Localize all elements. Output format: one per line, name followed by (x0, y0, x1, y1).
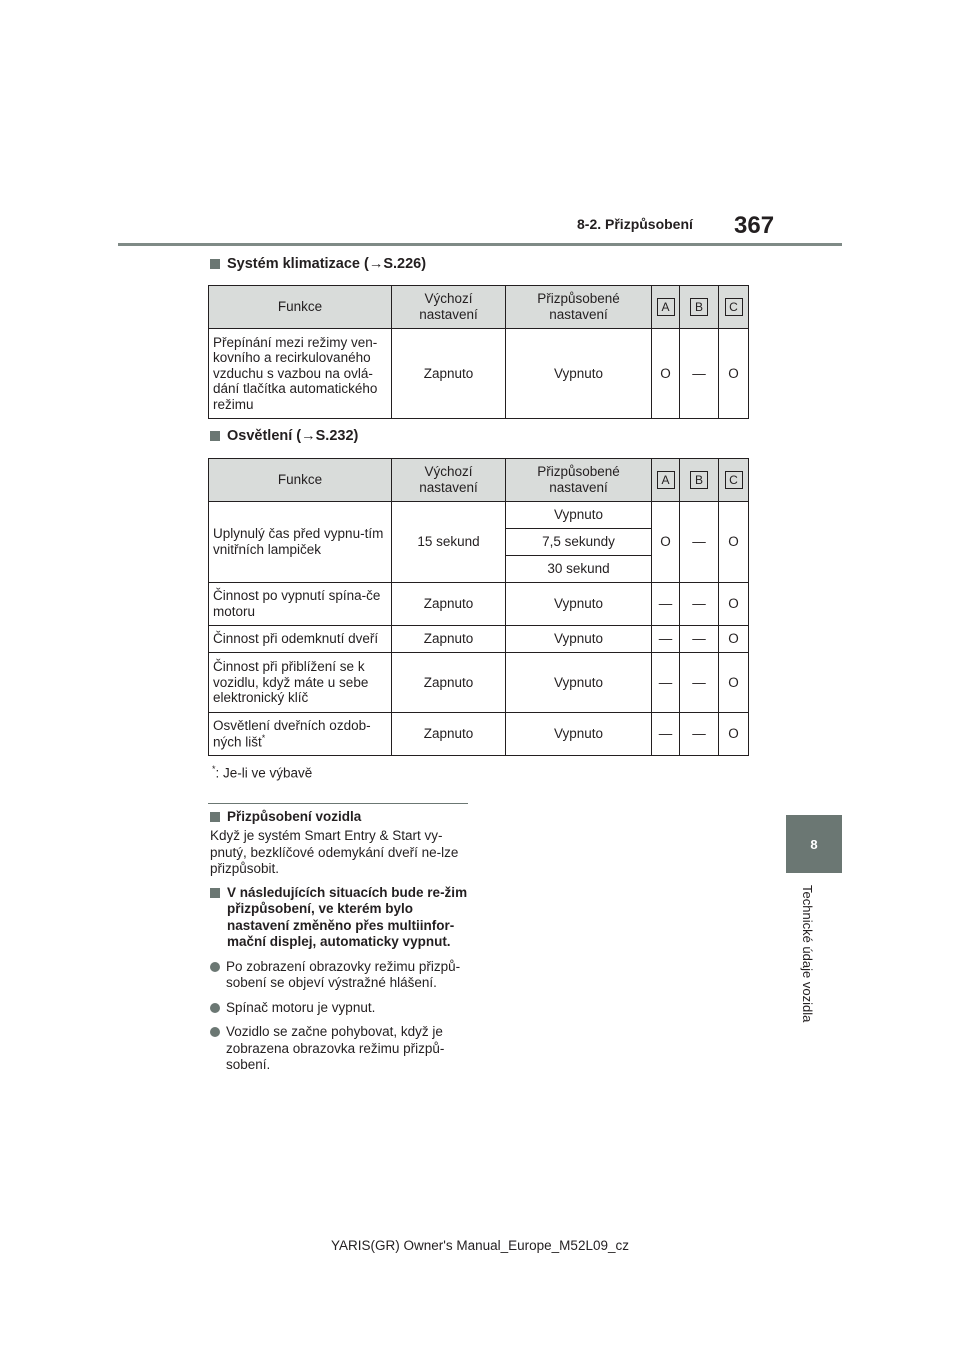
header-custom: Přizpůsobené nastavení (506, 286, 652, 329)
notes-divider (208, 803, 468, 804)
cell-default: Zapnuto (392, 653, 506, 713)
cell-custom: Vypnuto (506, 713, 652, 756)
header-custom: Přizpůsobené nastavení (506, 459, 652, 502)
cell-custom: Vypnuto (506, 329, 652, 419)
note-customization (210, 809, 472, 878)
cell-b: — (680, 329, 719, 419)
cell-b: — (680, 713, 719, 756)
header-function: Funkce (209, 286, 392, 329)
header-c: C (719, 286, 749, 329)
cell-default: Zapnuto (392, 626, 506, 653)
cell-custom: Vypnuto (506, 502, 652, 529)
list-item: Po zobrazení obrazovky režimu přizpů-sobení se objeví výstražné hlášení. (210, 959, 472, 992)
cell-default: Zapnuto (392, 583, 506, 626)
cell-custom: 30 sekund (506, 556, 652, 583)
page-footer: YARIS(GR) Owner's Manual_Europe_M52L09_cz (331, 1238, 629, 1253)
table-header-row (209, 459, 749, 502)
cell-a: — (652, 713, 680, 756)
chapter-title: Technické údaje vozidla (800, 885, 815, 1023)
header-function: Funkce (209, 459, 392, 502)
climate-table (208, 285, 749, 419)
bullet-icon (210, 962, 220, 972)
cell-a: — (652, 626, 680, 653)
cell-b: — (680, 502, 719, 583)
lighting-heading-text: Osvětlení (→S.232) (227, 428, 359, 444)
header-b: B (680, 459, 719, 502)
table-row (209, 653, 749, 713)
page-number: 367 (734, 212, 775, 239)
header-default: Výchozí nastavení (392, 286, 506, 329)
cell-a: O (652, 329, 680, 419)
header-section-title: 8-2. Přizpůsobení (577, 216, 693, 232)
bullet-icon (210, 1003, 220, 1013)
list-item: Spínač motoru je vypnut. (210, 1000, 472, 1016)
lighting-section-heading (210, 428, 358, 444)
cell-default: 15 sekund (392, 502, 506, 583)
table-row (209, 713, 749, 756)
note-square-icon (210, 812, 220, 822)
cell-a: — (652, 583, 680, 626)
cell-b: — (680, 583, 719, 626)
cell-default: Zapnuto (392, 713, 506, 756)
cell-c: O (719, 583, 749, 626)
cell-b: — (680, 626, 719, 653)
lighting-table (208, 458, 749, 756)
header-default: Výchozí nastavení (392, 459, 506, 502)
cell-custom: 7,5 sekundy (506, 529, 652, 556)
climate-section-heading (210, 256, 426, 272)
cell-c: O (719, 626, 749, 653)
chapter-tab: 8 (786, 815, 842, 873)
header-c: C (719, 459, 749, 502)
climate-heading-text: Systém klimatizace (→S.226) (227, 256, 427, 272)
table-row (209, 583, 749, 626)
cell-custom: Vypnuto (506, 626, 652, 653)
cell-c: O (719, 713, 749, 756)
header-b: B (680, 286, 719, 329)
note-customization-title: Přizpůsobení vozidla (210, 809, 472, 825)
header-a: A (652, 459, 680, 502)
table-row (209, 502, 749, 529)
cell-custom: Vypnuto (506, 583, 652, 626)
cell-a: — (652, 653, 680, 713)
cell-c: O (719, 653, 749, 713)
cell-function: Činnost při odemknutí dveří (209, 626, 392, 653)
table-row (209, 329, 749, 419)
list-item: Vozidlo se začne pohybovat, když je zobrazena obrazovka režimu přizpů-sobení. (210, 1024, 472, 1073)
cell-function: Přepínání mezi režimy ven-kovního a recirkulovaného vzduchu s vazbou na ovlá-dání tlačítka automatického režimu (209, 329, 392, 419)
cell-b: — (680, 653, 719, 713)
footnote: *: Je-li ve výbavě (212, 764, 313, 781)
cell-c: O (719, 329, 749, 419)
header-a: A (652, 286, 680, 329)
cell-function: Uplynulý čas před vypnu-tím vnitřních lampiček (209, 502, 392, 583)
cell-function: Činnost při přiblížení se k vozidlu, když máte u sebe elektronický klíč (209, 653, 392, 713)
cell-custom: Vypnuto (506, 653, 652, 713)
note-auto-off-title: V následujících situacích bude re-žim přizpůsobení, ve kterém bylo nastavení změněno přes multiinfor-mační displej, automaticky vypnut. (210, 885, 472, 951)
section-square-icon (210, 259, 220, 269)
cell-default: Zapnuto (392, 329, 506, 419)
section-square-icon (210, 431, 220, 441)
header-divider (118, 243, 842, 246)
note-auto-off (210, 885, 472, 1074)
note-square-icon (210, 888, 220, 898)
cell-function: Osvětlení dveřních ozdob-ných lišt* (209, 713, 392, 756)
note-customization-text: Když je systém Smart Entry & Start vy-pnutý, bezklíčové odemykání dveří ne-lze přizpůsobit. (210, 828, 459, 877)
cell-a: O (652, 502, 680, 583)
table-row (209, 626, 749, 653)
table-header-row (209, 286, 749, 329)
bullet-icon (210, 1027, 220, 1037)
cell-function: Činnost po vypnutí spína-če motoru (209, 583, 392, 626)
cell-c: O (719, 502, 749, 583)
